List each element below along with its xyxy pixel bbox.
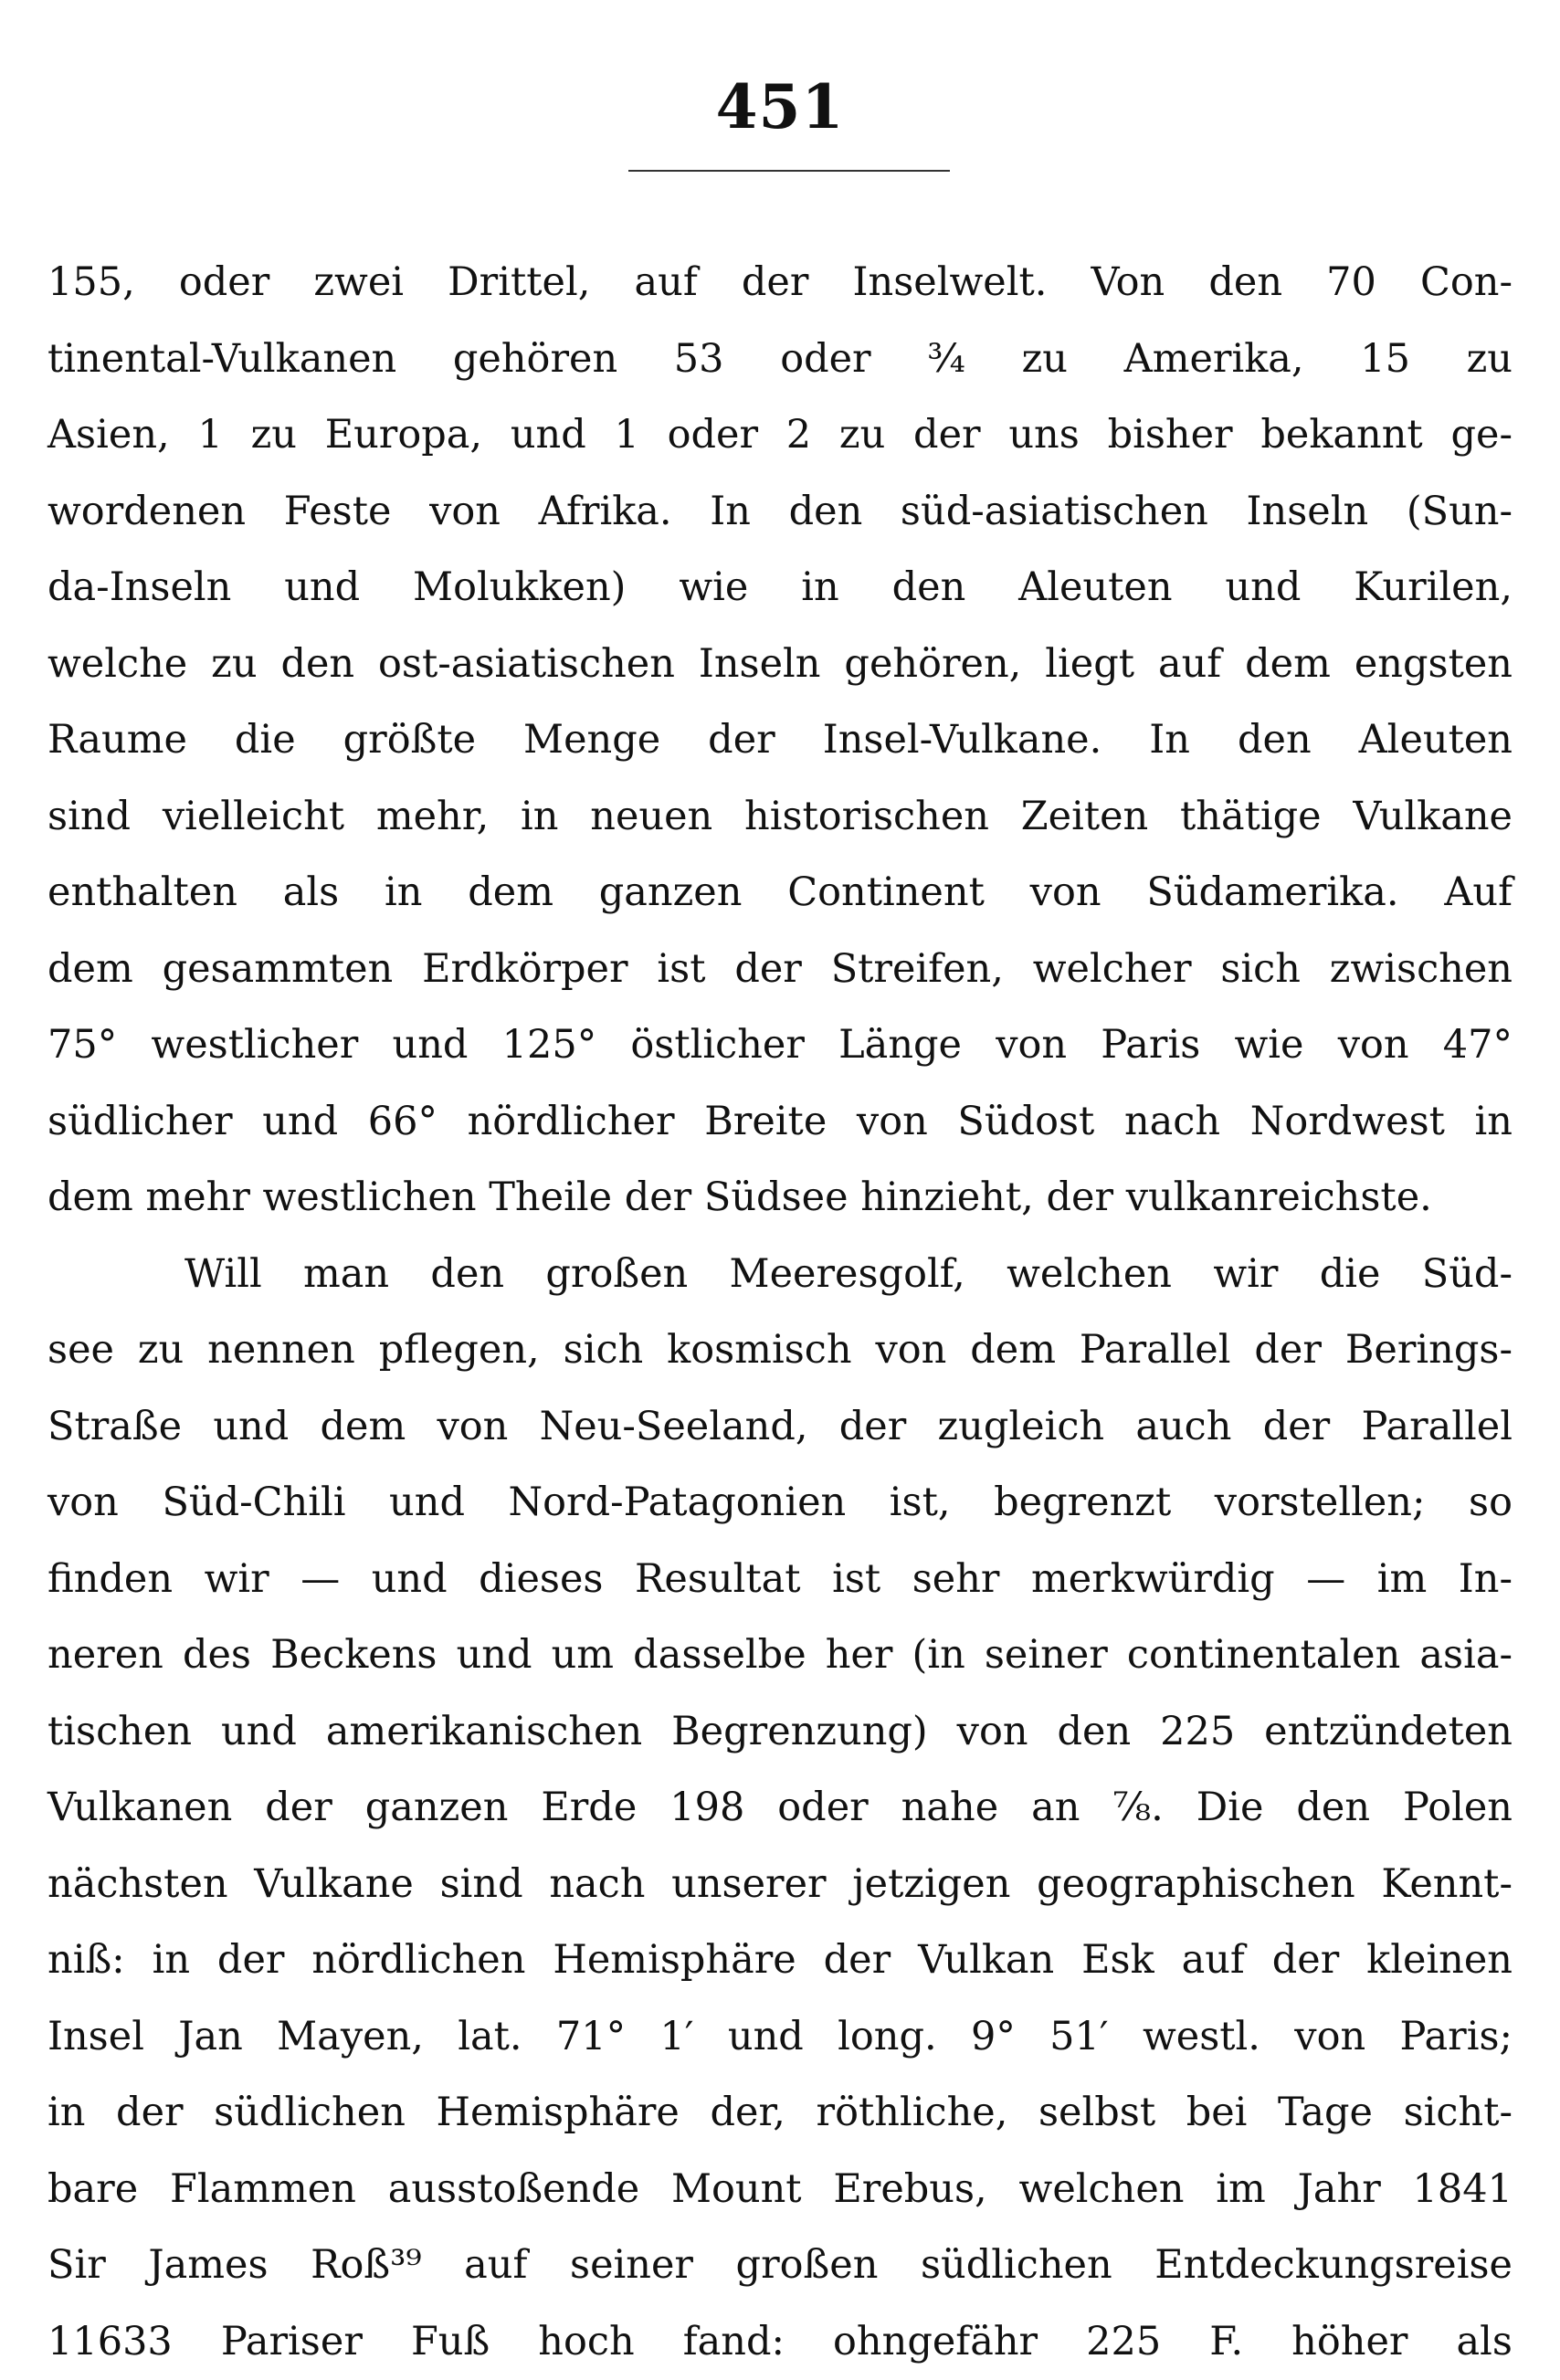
text-line: da-Inseln und Molukken) wie in den Aleuten und Kurilen, <box>47 550 1513 627</box>
text-line: Insel Jan Mayen, lat. 71° 1′ und long. 9° 51′ westl. von Paris; <box>47 1999 1513 2076</box>
text-line: Vulkanen der ganzen Erde 198 oder nahe an ⅞. Die den Polen <box>47 1770 1513 1847</box>
page-number: 451 <box>0 71 1560 142</box>
text-line: Straße und dem von Neu-Seeland, der zugleich auch der Parallel <box>47 1389 1513 1466</box>
text-line: wordenen Feste von Afrika. In den süd-asiatischen Inseln (Sun- <box>47 474 1513 551</box>
body-text <box>47 245 1513 2380</box>
text-line: bare Flammen ausstoßende Mount Erebus, welchen im Jahr 1841 <box>47 2152 1513 2228</box>
text-line: enthalten als in dem ganzen Continent von Südamerika. Auf <box>47 855 1513 932</box>
text-line: Sir James Roß³⁹ auf seiner großen südlichen Entdeckungsreise <box>47 2227 1513 2304</box>
text-line: dem gesammten Erdkörper ist der Streifen, welcher sich zwischen <box>47 932 1513 1008</box>
paragraph-first-line: Will man den großen Meeresgolf, welchen wir die Süd- <box>47 1237 1513 1313</box>
text-line: 155, oder zwei Drittel, auf der Inselwelt. Von den 70 Con- <box>47 245 1513 321</box>
text-line: dem mehr westlichen Theile der Südsee hinzieht, der vulkanreichste. <box>47 1160 1513 1237</box>
text-line: tinental-Vulkanen gehören 53 oder ¾ zu Amerika, 15 zu <box>47 321 1513 398</box>
text-line: neren des Beckens und um dasselbe her (in seiner continentalen asia- <box>47 1617 1513 1694</box>
text-line: von Süd-Chili und Nord-Patagonien ist, begrenzt vorstellen; so <box>47 1465 1513 1542</box>
text-line: 11633 Pariser Fuß hoch fand: ohngefähr 225 F. höher als <box>47 2304 1513 2380</box>
text-line: sind vielleicht mehr, in neuen historischen Zeiten thätige Vulkane <box>47 779 1513 856</box>
text-line: Raume die größte Menge der Insel-Vulkane. In den Aleuten <box>47 702 1513 779</box>
text-line: welche zu den ost-asiatischen Inseln gehören, liegt auf dem engsten <box>47 627 1513 703</box>
header-rule <box>628 170 950 172</box>
text-line: nächsten Vulkane sind nach unserer jetzigen geographischen Kennt- <box>47 1847 1513 1923</box>
text-line: südlicher und 66° nördlicher Breite von Südost nach Nordwest in <box>47 1084 1513 1161</box>
text-line: Asien, 1 zu Europa, und 1 oder 2 zu der uns bisher bekannt ge- <box>47 397 1513 474</box>
text-line: finden wir — und dieses Resultat ist sehr merkwürdig — im In- <box>47 1542 1513 1618</box>
text-line: in der südlichen Hemisphäre der, röthliche, selbst bei Tage sicht- <box>47 2075 1513 2152</box>
text-line: 75° westlicher und 125° östlicher Länge von Paris wie von 47° <box>47 1007 1513 1084</box>
text-line: niß: in der nördlichen Hemisphäre der Vulkan Esk auf der kleinen <box>47 1922 1513 1999</box>
text-line: tischen und amerikanischen Begrenzung) von den 225 entzündeten <box>47 1694 1513 1771</box>
text-line: see zu nennen pflegen, sich kosmisch von dem Parallel der Berings- <box>47 1312 1513 1389</box>
